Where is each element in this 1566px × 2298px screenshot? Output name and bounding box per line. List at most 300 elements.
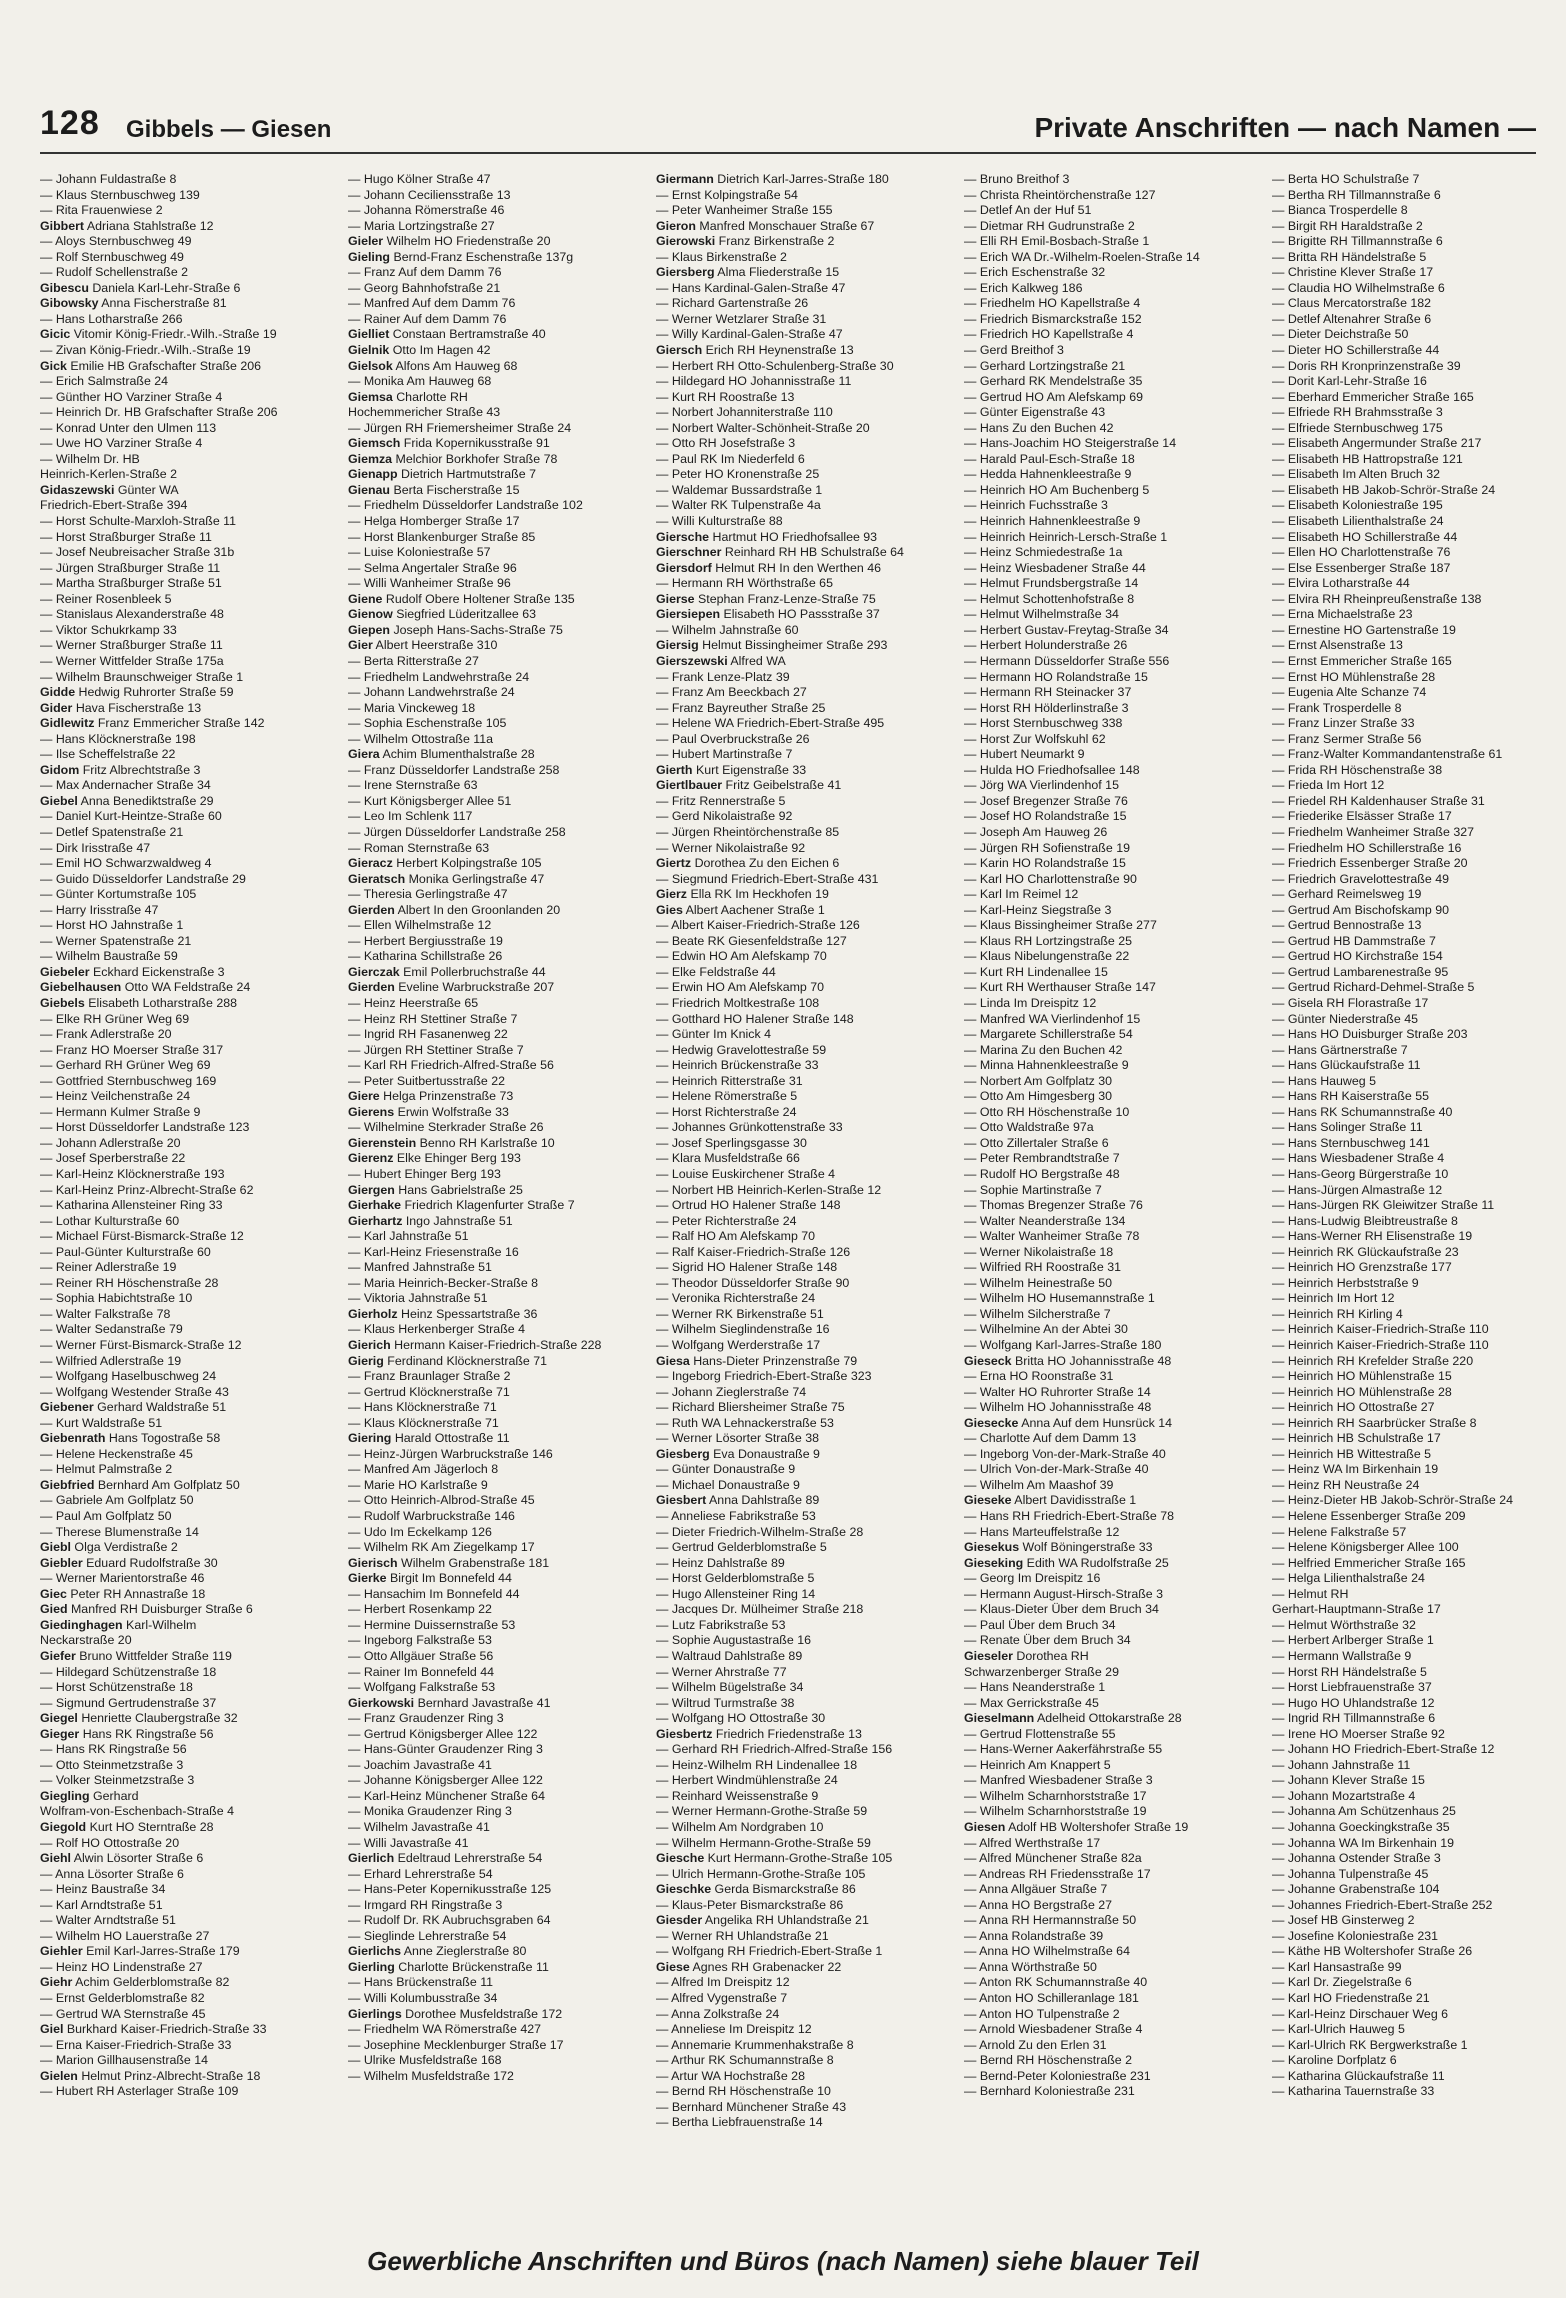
- listing-entry: Giebener Gerhard Waldstraße 51: [40, 1400, 227, 1415]
- listing-entry: — Johanne Grabenstraße 104: [1272, 1882, 1440, 1897]
- listing-entry: — Martha Straßburger Straße 51: [40, 576, 222, 591]
- listing-entry: — Werner Nikolaistraße 92: [656, 840, 806, 855]
- listing-entry: — Manfred Wiesbadener Straße 3: [964, 1773, 1153, 1788]
- listing-entry: — Eugenia Alte Schanze 74: [1272, 685, 1427, 700]
- listing-entry: — Manfred WA Vierlindenhof 15: [964, 1011, 1141, 1026]
- listing-entry: — Heinrich Hahnenkleestraße 9: [964, 514, 1141, 529]
- listing-entry: — Thomas Bregenzer Straße 76: [964, 1198, 1143, 1213]
- listing-entry: Gierlings Dorothee Musfeldstraße 172: [348, 2006, 563, 2021]
- listing-entry: — Horst RH Händelstraße 5: [1272, 1664, 1427, 1679]
- listing-entry: — Erna Michaelstraße 23: [1272, 607, 1413, 622]
- listing-entry: — Gerhard RH Grüner Weg 69: [40, 1058, 211, 1073]
- listing-entry: — Anton RK Schumannstraße 40: [964, 1975, 1148, 1990]
- listing-entry: — Elisabeth Angermunder Straße 217: [1272, 436, 1482, 451]
- listing-entry: — Hubert Ehinger Berg 193: [348, 1167, 501, 1181]
- listing-entry: — Erich Salmstraße 24: [40, 374, 169, 389]
- listing-entry: — Heinrich RH Kirling 4: [1272, 1306, 1403, 1321]
- header-rule: [40, 152, 1536, 154]
- listing-entry: — Wilhelm Musfeldstraße 172: [348, 2068, 514, 2083]
- listing-entry: — Veronika Richterstraße 24: [656, 1291, 816, 1306]
- listing-entry: — Klaus Herkenberger Straße 4: [348, 1322, 525, 1337]
- listing-entry: — Hubert RH Asterlager Straße 109: [40, 2084, 239, 2099]
- listing-entry: — Wilhelm Sieglindenstraße 16: [656, 1322, 830, 1337]
- listing-entry: Giering Harald Ottostraße 11: [348, 1431, 510, 1446]
- listing-entry: Gidde Hedwig Ruhrorter Straße 59: [40, 685, 234, 700]
- listing-entry: — Monika Graudenzer Ring 3: [348, 1804, 512, 1819]
- listing-entry: — Aloys Sternbuschweg 49: [40, 234, 192, 249]
- listing-entry: — Heinz RH Stettiner Straße 7: [348, 1011, 518, 1026]
- listing-entry: — Kurt RH Werthauser Straße 147: [964, 980, 1156, 995]
- footer-note: Gewerbliche Anschriften und Büros (nach Namen) siehe blauer Teil: [367, 2246, 1199, 2276]
- listing-entry: — Josef Sperlingsgasse 30: [656, 1135, 807, 1150]
- listing-entry: — Hans Klöcknerstraße 198: [40, 731, 196, 746]
- listing-entry: — Heinrich Kaiser-Friedrich-Straße 110: [1272, 1322, 1489, 1337]
- listing-entry: Gidaszewski Günter WA: [40, 482, 179, 497]
- listing-entry: — Hans-Günter Graudenzer Ring 3: [348, 1742, 543, 1757]
- listing-entry: — Edwin HO Am Alefskamp 70: [656, 949, 827, 964]
- listing-entry: — Werner Wittfelder Straße 175a: [40, 653, 224, 668]
- listing-entry: — Rolf HO Ottostraße 20: [40, 1835, 180, 1850]
- listing-entry: — Jürgen Rheintörchenstraße 85: [656, 824, 840, 839]
- listing-entry: — Walter Sedanstraße 79: [40, 1322, 183, 1337]
- listing-entry: — Elisabeth HB Hattropstraße 121: [1272, 451, 1463, 466]
- listing-entry: Gick Emilie HB Grafschafter Straße 206: [40, 358, 262, 373]
- listing-entry: — Elisabeth Lilienthalstraße 24: [1272, 514, 1444, 529]
- listing-entry: — Heinz Veilchenstraße 24: [40, 1089, 191, 1104]
- listing-entry: — Beate RK Giesenfeldstraße 127: [656, 933, 847, 948]
- listing-entry: — Erwin HO Am Alefskamp 70: [656, 980, 825, 995]
- listing-entry: — Johann Fuldastraße 8: [40, 172, 177, 186]
- listing-entry: — Ellen HO Charlottenstraße 76: [1272, 545, 1451, 560]
- listing-entry: Neckarstraße 20: [40, 1633, 132, 1648]
- listing-entry: — Kurt Königsberger Allee 51: [348, 793, 512, 808]
- listing-entry: Gierenz Elke Ehinger Berg 193: [348, 1151, 521, 1166]
- listing-entry: — Maria Heinrich-Becker-Straße 8: [348, 1275, 539, 1290]
- listing-entry: — Ernst Gelderblomstraße 82: [40, 1990, 205, 2005]
- listing-entry: — Günter Kortumstraße 105: [40, 887, 197, 902]
- listing-entry: Gierisch Wilhelm Grabenstraße 181: [348, 1555, 550, 1570]
- listing-entry: Gierhake Friedrich Klagenfurter Straße 7: [348, 1198, 575, 1213]
- listing-entry: — Friedrich Moltkestraße 108: [656, 995, 820, 1010]
- listing-entry: — Ralf HO Am Alefskamp 70: [656, 1229, 816, 1244]
- listing-entry: — Günter Donaustraße 9: [656, 1462, 796, 1477]
- listing-entry: Giec Peter RH Annastraße 18: [40, 1586, 206, 1601]
- listing-entry: — Christine Klever Straße 17: [1272, 265, 1434, 280]
- listing-entry: — Alfred Münchener Straße 82a: [964, 1851, 1142, 1866]
- listing-entry: Gieling Bernd-Franz Eschenstraße 137g: [348, 249, 574, 264]
- listing-entry: Gierke Birgit Im Bonnefeld 44: [348, 1571, 512, 1586]
- listing-entry: Giersberg Alma Fliederstraße 15: [656, 265, 840, 280]
- listing-entry: — Rudolf Schellenstraße 2: [40, 265, 189, 280]
- listing-entry: — Berta HO Schulstraße 7: [1272, 172, 1420, 186]
- listing-entry: — Helmut Frundsbergstraße 14: [964, 576, 1139, 591]
- listing-entry: — Heinz RH Neustraße 24: [1272, 1477, 1420, 1492]
- listing-entry: — Bernd-Peter Koloniestraße 231: [964, 2068, 1151, 2083]
- listing-entry: Giesecke Anna Auf dem Hunsrück 14: [964, 1415, 1173, 1430]
- listing-entry: — Gertrud HB Dammstraße 7: [1272, 933, 1436, 948]
- listing-entry: — Johann Landwehrstraße 24: [348, 685, 515, 700]
- listing-entry: Gidlewitz Franz Emmericher Straße 142: [40, 716, 265, 731]
- listing-entry: — Katharina Tauernstraße 33: [1272, 2084, 1435, 2099]
- listing-entry: — Reiner Adlerstraße 19: [40, 1260, 177, 1275]
- listing-entry: Gielnik Otto Im Hagen 42: [348, 343, 491, 358]
- listing-entry: — Minna Hahnenkleestraße 9: [964, 1058, 1129, 1073]
- listing-entry: — Johann Zieglerstraße 74: [656, 1384, 807, 1399]
- listing-entry: Gierlichs Anne Zieglerstraße 80: [348, 1944, 527, 1959]
- listing-entry: — Friedhelm HO Kapellstraße 4: [964, 296, 1141, 311]
- listing-entry: — Wilhelm Bügelstraße 34: [656, 1680, 804, 1695]
- listing-entry: — Friedhelm Landwehrstraße 24: [348, 669, 530, 684]
- listing-entry: — Helene Falkstraße 57: [1272, 1524, 1407, 1539]
- listing-entry: — Ilse Scheffelstraße 22: [40, 747, 176, 762]
- listing-entry: — Claus Mercatorstraße 182: [1272, 296, 1432, 311]
- listing-entry: — Annemarie Krummenhakstraße 8: [656, 2037, 854, 2052]
- listing-entry: — Anna Rolandstraße 39: [964, 1928, 1104, 1943]
- listing-entry: — Max Gerrickstraße 45: [964, 1695, 1099, 1710]
- listing-entry: Giesekus Wolf Böningerstraße 33: [964, 1540, 1153, 1555]
- listing-entry: — Ingeborg Falkstraße 53: [348, 1633, 492, 1648]
- listing-entry: — Anna Lösorter Straße 6: [40, 1866, 184, 1881]
- listing-entry: — Karoline Dorfplatz 6: [1272, 2053, 1397, 2068]
- name-range: Gibbels — Giesen: [126, 116, 332, 143]
- listing-entry: — Wilhelm Ottostraße 11a: [348, 731, 494, 746]
- listing-entry: — Manfred Am Jägerloch 8: [348, 1462, 499, 1477]
- listing-entry: Giefer Bruno Wittfelder Straße 119: [40, 1648, 232, 1663]
- listing-entry: — Josef Neubreisacher Straße 31b: [40, 545, 235, 560]
- listing-entry: — Heinrich Herbststraße 9: [1272, 1275, 1419, 1290]
- listing-entry: — Johanna Ostender Straße 3: [1272, 1851, 1441, 1866]
- listing-entry: — Günter Eigenstraße 43: [964, 405, 1106, 420]
- listing-entry: — Jürgen RH Friemersheimer Straße 24: [348, 420, 572, 435]
- listing-entry: — Hildegard HO Johannisstraße 11: [656, 374, 852, 389]
- listing-entry: — Horst Schützenstraße 18: [40, 1680, 193, 1695]
- listing-entry: — Emil HO Schwarzwaldweg 4: [40, 856, 212, 871]
- listing-entry: Gierschner Reinhard RH HB Schulstraße 64: [656, 545, 904, 560]
- listing-entry: — Karl-Heinz Siegstraße 3: [964, 902, 1112, 917]
- listing-entry: — Anna Zolkstraße 24: [656, 2006, 780, 2021]
- listing-entry: — Paul RK Im Niederfeld 6: [656, 451, 805, 466]
- listing-entry: Gerhart-Hauptmann-Straße 17: [1272, 1602, 1441, 1617]
- listing-entry: — Hermann HO Rolandstraße 15: [964, 669, 1148, 684]
- listing-entry: — Helmut Schottenhofstraße 8: [964, 591, 1135, 606]
- listing-entry: — Detlef An der Huf 51: [964, 203, 1092, 218]
- listing-entry: — Klaus Nibelungenstraße 22: [964, 949, 1130, 964]
- listing-entry: — Manfred Jahnstraße 51: [348, 1260, 492, 1275]
- listing-entry: — Josef Bregenzer Straße 76: [964, 793, 1128, 808]
- listing-entry: — Horst Schulte-Marxloh-Straße 11: [40, 514, 237, 529]
- listing-entry: Gibbert Adriana Stahlstraße 12: [40, 218, 214, 233]
- listing-entry: — Sophia Eschenstraße 105: [348, 716, 507, 731]
- listing-entry: Gier Albert Heerstraße 310: [348, 638, 498, 653]
- listing-entry: — Hulda HO Friedhofsallee 148: [964, 762, 1140, 777]
- listing-entry: — Wilhelm Am Maashof 39: [964, 1477, 1114, 1492]
- listing-entry: — Eberhard Emmericher Straße 165: [1272, 389, 1474, 404]
- listing-entry: — Margarete Schillerstraße 54: [964, 1027, 1133, 1042]
- listing-entry: — Walter RK Tulpenstraße 4a: [656, 498, 821, 513]
- listing-entry: — Herbert RH Otto-Schulenberg-Straße 30: [656, 358, 894, 373]
- listing-entry: — Birgit RH Haraldstraße 2: [1272, 218, 1423, 233]
- listing-entry: — Renate Über dem Bruch 34: [964, 1633, 1131, 1648]
- listing-entry: — Marina Zu den Buchen 42: [964, 1042, 1123, 1057]
- listing-entry: — Horst Gelderblomstraße 5: [656, 1571, 815, 1586]
- listing-entry: Gierich Hermann Kaiser-Friedrich-Straße 228: [348, 1338, 602, 1353]
- listing-entry: — Karl-Ulrich Hauweg 5: [1272, 2022, 1405, 2037]
- listing-entry: — Gertrud WA Sternstraße 45: [40, 2006, 206, 2021]
- listing-entry: — Werner Hermann-Grothe-Straße 59: [656, 1804, 868, 1819]
- listing-entry: — Anna RH Hermannstraße 50: [964, 1913, 1137, 1928]
- listing-entry: — Johann Jahnstraße 11: [1272, 1757, 1411, 1772]
- listing-entry: — Arnold Zu den Erlen 31: [964, 2037, 1107, 2052]
- listing-entry: — Heinrich RH Krefelder Straße 220: [1272, 1353, 1474, 1368]
- listing-entry: — Helene Römerstraße 5: [656, 1089, 798, 1104]
- listing-entry: — Johann Ceciliensstraße 13: [348, 187, 511, 202]
- listing-entry: — Hugo Kölner Straße 47: [348, 172, 491, 186]
- listing-entry: Schwarzenberger Straße 29: [964, 1664, 1119, 1679]
- listing-entry: Giebels Elisabeth Lotharstraße 288: [40, 995, 237, 1010]
- listing-entry: — Wolfgang Westender Straße 43: [40, 1384, 229, 1399]
- listing-entry: — Franz Braunlager Straße 2: [348, 1369, 511, 1384]
- listing-entry: — Friedhelm Wanheimer Straße 327: [1272, 824, 1474, 839]
- listing-entry: — Sigrid HO Halener Straße 148: [656, 1260, 838, 1275]
- listing-entry: — Horst Liebfrauenstraße 37: [1272, 1680, 1432, 1695]
- listing-entry: — Willi Wanheimer Straße 96: [348, 576, 511, 591]
- listing-entry: Giesa Hans-Dieter Prinzenstraße 79: [656, 1353, 858, 1368]
- listing-entry: — Bruno Breithof 3: [964, 172, 1070, 186]
- listing-entry: Gierhartz Ingo Jahnstraße 51: [348, 1213, 513, 1228]
- listing-entry: Giesen Adolf HB Woltershofer Straße 19: [964, 1819, 1189, 1834]
- listing-entry: — Otto Waldstraße 97a: [964, 1120, 1094, 1135]
- listing-entry: — Horst Düsseldorfer Landstraße 123: [40, 1120, 250, 1135]
- listing-entry: — Heinz-Wilhelm RH Lindenallee 18: [656, 1757, 858, 1772]
- listing-entry: — Werner Marientorstraße 46: [40, 1571, 205, 1586]
- listing-entry: — Karl HO Friedenstraße 21: [1272, 1990, 1430, 2005]
- listing-entry: — Heinz HO Lindenstraße 27: [40, 1959, 203, 1974]
- listing-entry: — Heinrich Fuchsstraße 3: [964, 498, 1108, 513]
- listing-entry: Giersdorf Helmut RH In den Werthen 46: [656, 560, 881, 575]
- listing-entry: — Rainer Auf dem Damm 76: [348, 311, 507, 326]
- listing-entry: — Johann HO Friedrich-Ebert-Straße 12: [1272, 1742, 1495, 1757]
- listing-entry: — Walter HO Ruhrorter Straße 14: [964, 1384, 1151, 1399]
- listing-entry: — Leo Im Schlenk 117: [348, 809, 473, 824]
- listing-entry: Giertz Dorothea Zu den Eichen 6: [656, 856, 840, 871]
- listing-entry: Giel Burkhard Kaiser-Friedrich-Straße 33: [40, 2022, 267, 2037]
- listing-entry: — Irmgard RH Ringstraße 3: [348, 1897, 503, 1912]
- listing-entry: — Katharina Schillstraße 26: [348, 949, 503, 964]
- listing-entry: — Paul Über dem Bruch 34: [964, 1617, 1116, 1632]
- listing-entry: — Sophie Augustastraße 16: [656, 1633, 811, 1648]
- listing-entry: — Johanne Königsberger Allee 122: [348, 1773, 543, 1788]
- listing-entry: — Hermann Kulmer Straße 9: [40, 1104, 201, 1119]
- listing-entry: — Georg Bahnhofstraße 21: [348, 280, 501, 295]
- listing-entry: Gied Manfred RH Duisburger Straße 6: [40, 1602, 253, 1617]
- listing-entry: — Selma Angertaler Straße 96: [348, 560, 517, 575]
- listing-entry: — Anneliese Fabrikstraße 53: [656, 1509, 816, 1524]
- listing-entry: — Hans Klöcknerstraße 71: [348, 1400, 497, 1415]
- listing-entry: Gieratsch Monika Gerlingstraße 47: [348, 871, 545, 886]
- listing-entry: — Ulrich Hermann-Grothe-Straße 105: [656, 1866, 866, 1881]
- listing-entry: — Willi Kulturstraße 88: [656, 514, 783, 529]
- listing-entry: — Hubert Neumarkt 9: [964, 747, 1085, 762]
- listing-entry: — Paul-Günter Kulturstraße 60: [40, 1244, 211, 1259]
- listing-entry: — Otto Heinrich-Albrod-Straße 45: [348, 1493, 535, 1508]
- listing-entry: — Manfred Auf dem Damm 76: [348, 296, 516, 311]
- listing-column-4: [964, 172, 1260, 2232]
- listing-entry: — Hans HO Duisburger Straße 203: [1272, 1027, 1468, 1042]
- listing-entry: — Herbert Holunderstraße 26: [964, 638, 1128, 653]
- listing-entry: — Wolfgang Karl-Jarres-Straße 180: [964, 1338, 1162, 1353]
- listing-entry: — Gisela RH Florastraße 17: [1272, 995, 1429, 1010]
- listing-entry: — Helene Heckenstraße 45: [40, 1446, 193, 1461]
- listing-entry: Gierden Albert In den Groonlanden 20: [348, 902, 561, 917]
- listing-entry: Wolfram-von-Eschenbach-Straße 4: [40, 1804, 234, 1819]
- listing-entry: — Hans RH Friedrich-Ebert-Straße 78: [964, 1509, 1175, 1524]
- listing-entry: — Charlotte Auf dem Damm 13: [964, 1431, 1137, 1446]
- listing-entry: — Karl-Heinz Münchener Straße 64: [348, 1788, 545, 1803]
- listing-entry: — Alfred Im Dreispitz 12: [656, 1975, 790, 1990]
- listing-entry: — Ulrike Musfeldstraße 168: [348, 2053, 502, 2068]
- listing-entry: — Kurt RH Roostraße 13: [656, 389, 795, 404]
- listing-entry: — Roman Sternstraße 63: [348, 840, 490, 855]
- listing-entry: — Werner RK Birkenstraße 51: [656, 1306, 824, 1321]
- listing-entry: — Josef HO Rolandstraße 15: [964, 809, 1127, 824]
- listing-entry: — Georg Im Dreispitz 16: [964, 1571, 1101, 1586]
- listing-entry: — Wilfried RH Roostraße 31: [964, 1260, 1121, 1275]
- listing-entry: — Karl-Ulrich RK Bergwerkstraße 1: [1272, 2037, 1468, 2052]
- listing-entry: Giesbertz Friedrich Friedenstraße 13: [656, 1726, 862, 1741]
- listing-entry: — Wilhelm Am Nordgraben 10: [656, 1819, 824, 1834]
- listing-entry: — Heinrich HB Wittestraße 5: [1272, 1446, 1432, 1461]
- listing-entry: Gieseking Edith WA Rudolfstraße 25: [964, 1555, 1169, 1570]
- listing-entry: — Marion Gillhausenstraße 14: [40, 2053, 209, 2068]
- listing-entry: — Elli RH Emil-Bosbach-Straße 1: [964, 234, 1150, 249]
- listing-column-3: [656, 172, 952, 2232]
- listing-entry: — Walter Wanheimer Straße 78: [964, 1229, 1140, 1244]
- listing-entry: — Otto Steinmetzstraße 3: [40, 1757, 184, 1772]
- listing-entry: — Johannes Friedrich-Ebert-Straße 252: [1272, 1897, 1493, 1912]
- listing-entry: — Hubert Martinstraße 7: [656, 747, 793, 762]
- listing-entry: — Wilhelm Baustraße 59: [40, 949, 178, 964]
- listing-entry: — Siegmund Friedrich-Ebert-Straße 431: [656, 871, 879, 886]
- listing-entry: — Theresia Gerlingstraße 47: [348, 887, 508, 902]
- listing-entry: — Anna Allgäuer Straße 7: [964, 1882, 1108, 1897]
- listing-entry: Giepen Joseph Hans-Sachs-Straße 75: [348, 622, 563, 637]
- listing-entry: — Arnold Wiesbadener Straße 4: [964, 2022, 1143, 2037]
- listing-entry: — Theodor Düsseldorfer Straße 90: [656, 1275, 850, 1290]
- listing-entry: — Lothar Kulturstraße 60: [40, 1213, 180, 1228]
- listing-entry: — Jörg WA Vierlindenhof 15: [964, 778, 1119, 793]
- listing-entry: — Heinz WA Im Birkenhain 19: [1272, 1462, 1439, 1477]
- listing-entry: — Rudolf HO Bergstraße 48: [964, 1167, 1120, 1181]
- listing-entry: — Heinrich Heinrich-Lersch-Straße 1: [964, 529, 1168, 544]
- listing-entry: — Paul Am Golfplatz 50: [40, 1509, 172, 1524]
- listing-entry: Giegel Henriette Claubergstraße 32: [40, 1711, 238, 1726]
- listing-entry: — Helmut Palmstraße 2: [40, 1462, 173, 1477]
- listing-entry: — Franz-Walter Kommandantenstraße 61: [1272, 747, 1503, 762]
- listing-entry: — Hansachim Im Bonnefeld 44: [348, 1586, 520, 1601]
- listing-entry: — Herbert Windmühlenstraße 24: [656, 1773, 838, 1788]
- listing-entry: — Gertrud Richard-Dehmel-Straße 5: [1272, 980, 1475, 995]
- listing-entry: — Franz Düsseldorfer Landstraße 258: [348, 762, 560, 777]
- listing-entry: — Peter Suitbertusstraße 22: [348, 1073, 506, 1088]
- listing-entry: Gierling Charlotte Brückenstraße 11: [348, 1959, 549, 1974]
- listing-entry: — Udo Im Eckelkamp 126: [348, 1524, 492, 1539]
- listing-entry: — Helene WA Friedrich-Ebert-Straße 495: [656, 716, 885, 731]
- listing-entry: Gielsok Alfons Am Hauweg 68: [348, 358, 518, 373]
- listing-entry: — Elisabeth HO Schillerstraße 44: [1272, 529, 1458, 544]
- listing-entry: — Bertha RH Tillmannstraße 6: [1272, 187, 1441, 202]
- listing-entry: — Heinrich Kaiser-Friedrich-Straße 110: [1272, 1338, 1489, 1353]
- listing-column-1: [40, 172, 336, 2232]
- listing-entry: Gieseke Albert Davidisstraße 1: [964, 1493, 1137, 1508]
- listing-entry: — Klaus Klöcknerstraße 71: [348, 1415, 499, 1430]
- listing-entry: — Richard Gartenstraße 26: [656, 296, 809, 311]
- listing-entry: — Herbert Rosenkamp 22: [348, 1602, 492, 1617]
- listing-entry: Gies Albert Aachener Straße 1: [656, 902, 825, 917]
- listing-entry: — Hans Kardinal-Galen-Straße 47: [656, 280, 846, 295]
- listing-entry: — Wilhelm Dr. HB: [40, 451, 140, 466]
- listing-entry: — Ernestine HO Gartenstraße 19: [1272, 622, 1456, 637]
- listing-entry: — Elfriede RH Brahmsstraße 3: [1272, 405, 1443, 420]
- listing-entry: Giersig Helmut Bissingheimer Straße 293: [656, 638, 888, 653]
- listing-entry: — Wiltrud Turmstraße 38: [656, 1695, 795, 1710]
- listing-entry: Friedrich-Ebert-Straße 394: [40, 498, 188, 513]
- listing-entry: — Elisabeth HB Jakob-Schrör-Straße 24: [1272, 482, 1496, 497]
- listing-entry: — Hedda Hahnenkleestraße 9: [964, 467, 1132, 482]
- listing-entry: — Heinz-Dieter HB Jakob-Schrör-Straße 24: [1272, 1493, 1514, 1508]
- listing-entry: — Elisabeth Koloniestraße 195: [1272, 498, 1443, 513]
- listing-entry: — Dirk Irisstraße 47: [40, 840, 151, 855]
- listing-entry: — Karl RH Friedrich-Alfred-Straße 56: [348, 1058, 554, 1073]
- listing-entry: — Erich WA Dr.-Wilhelm-Roelen-Straße 14: [964, 249, 1200, 264]
- listing-entry: — Hans Brückenstraße 11: [348, 1975, 494, 1990]
- listing-entry: — Louise Euskirchener Straße 4: [656, 1167, 836, 1181]
- listing-entry: — Ernst HO Mühlenstraße 28: [1272, 669, 1436, 684]
- listing-entry: Giersiepen Elisabeth HO Passstraße 37: [656, 607, 880, 622]
- listing-entry: — Dieter HO Schillerstraße 44: [1272, 343, 1440, 358]
- listing-entry: Gieseler Dorothea RH: [964, 1648, 1089, 1663]
- listing-entry: — Anton HO Tulpenstraße 2: [964, 2006, 1120, 2021]
- listing-entry: — Johanna Römerstraße 46: [348, 203, 505, 218]
- listing-entry: Giermann Dietrich Karl-Jarres-Straße 180: [656, 172, 889, 186]
- listing-entry: — Werner Wetzlarer Straße 31: [656, 311, 827, 326]
- listing-entry: — Gotthard HO Halener Straße 148: [656, 1011, 854, 1026]
- listing-entry: — Karin HO Rolandstraße 15: [964, 856, 1126, 871]
- listing-entry: — Hans-Werner RH Elisenstraße 19: [1272, 1229, 1473, 1244]
- listing-entry: — Wilfried Adlerstraße 19: [40, 1353, 182, 1368]
- listing-entry: — Hermine Duissernstraße 53: [348, 1617, 516, 1632]
- listing-entry: — Günther HO Varziner Straße 4: [40, 389, 223, 404]
- listing-entry: — Hans Marteuffelstraße 12: [964, 1524, 1120, 1539]
- listing-entry: — Helga Homberger Straße 17: [348, 514, 520, 529]
- listing-entry: — Horst Sternbuschweg 338: [964, 716, 1123, 731]
- listing-entry: — Sophie Martinstraße 7: [964, 1182, 1102, 1197]
- listing-entry: — Marie HO Karlstraße 9: [348, 1477, 488, 1492]
- listing-entry: Giebfried Bernhard Am Golfplatz 50: [40, 1477, 240, 1492]
- listing-entry: Gienapp Dietrich Hartmutstraße 7: [348, 467, 536, 482]
- listing-entry: — Bianca Trosperdelle 8: [1272, 203, 1408, 218]
- listing-entry: — Jürgen RH Stettiner Straße 7: [348, 1042, 524, 1057]
- listing-entry: — Anton HO Schilleranlage 181: [964, 1990, 1139, 2005]
- listing-entry: Giesbert Anna Dahlstraße 89: [656, 1493, 820, 1508]
- listing-columns: [40, 172, 1540, 2232]
- listing-entry: — Detlef Altenahrer Straße 6: [1272, 311, 1432, 326]
- listing-entry: — Helmut RH: [1272, 1586, 1349, 1601]
- listing-entry: — Ernst Kolpingstraße 54: [656, 187, 798, 202]
- listing-entry: — Joachim Javastraße 41: [348, 1757, 492, 1772]
- listing-entry: — Jürgen RH Sofienstraße 19: [964, 840, 1130, 855]
- listing-entry: — Bertha Liebfrauenstraße 14: [656, 2115, 823, 2130]
- listing-entry: — Walter Falkstraße 78: [40, 1306, 171, 1321]
